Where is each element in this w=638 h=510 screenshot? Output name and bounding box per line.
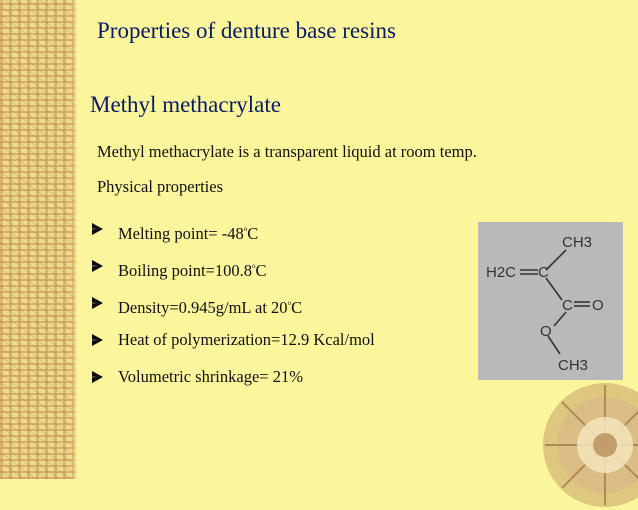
unit-text: C xyxy=(291,298,303,317)
arrow-bullet-icon xyxy=(92,371,103,383)
list-item xyxy=(90,288,375,325)
decorative-seal-graphic xyxy=(540,380,638,510)
list-item xyxy=(90,214,375,251)
physical-properties-label: Physical properties xyxy=(97,177,224,196)
property-list xyxy=(90,214,375,399)
unit-text: C xyxy=(247,224,259,243)
ester-oxygen-label: O xyxy=(540,323,552,340)
arrow-bullet-icon xyxy=(92,297,103,309)
heat-of-polymerization-text: Heat of polymerization=12.9 Kcal/mol xyxy=(118,330,375,349)
list-item xyxy=(90,251,375,288)
arrow-bullet-icon xyxy=(92,223,103,235)
carbonyl-carbon-label: C xyxy=(562,297,573,314)
list-item xyxy=(90,325,375,362)
melting-point-text: Melting point= -48 xyxy=(118,224,244,243)
carbon-label: C xyxy=(538,264,549,281)
degree-mark: o xyxy=(251,262,256,270)
decorative-side-strip xyxy=(0,0,78,479)
boiling-point-text: Boiling point=100.8 xyxy=(118,261,252,280)
oxygen-label: O xyxy=(592,297,604,314)
section-heading: Methyl methacrylate xyxy=(90,92,281,117)
density-text: Density=0.945g/mL at 20 xyxy=(118,298,288,317)
intro-text: Methyl methacrylate is a transparent liquid at room temp. xyxy=(97,142,477,161)
h2c-label: H2C xyxy=(486,264,517,281)
degree-mark: o xyxy=(243,225,248,233)
slide-title: Properties of denture base resins xyxy=(97,18,396,43)
unit-text: C xyxy=(255,261,267,280)
degree-mark: o xyxy=(287,299,292,307)
volumetric-shrinkage-text: Volumetric shrinkage= 21% xyxy=(118,367,303,386)
ch3-bottom-label: CH3 xyxy=(558,357,589,374)
list-item xyxy=(90,362,375,399)
ch3-top-label: CH3 xyxy=(562,234,593,251)
methyl-methacrylate-structure-image xyxy=(478,222,623,380)
arrow-bullet-icon xyxy=(92,334,103,346)
arrow-bullet-icon xyxy=(92,260,103,272)
